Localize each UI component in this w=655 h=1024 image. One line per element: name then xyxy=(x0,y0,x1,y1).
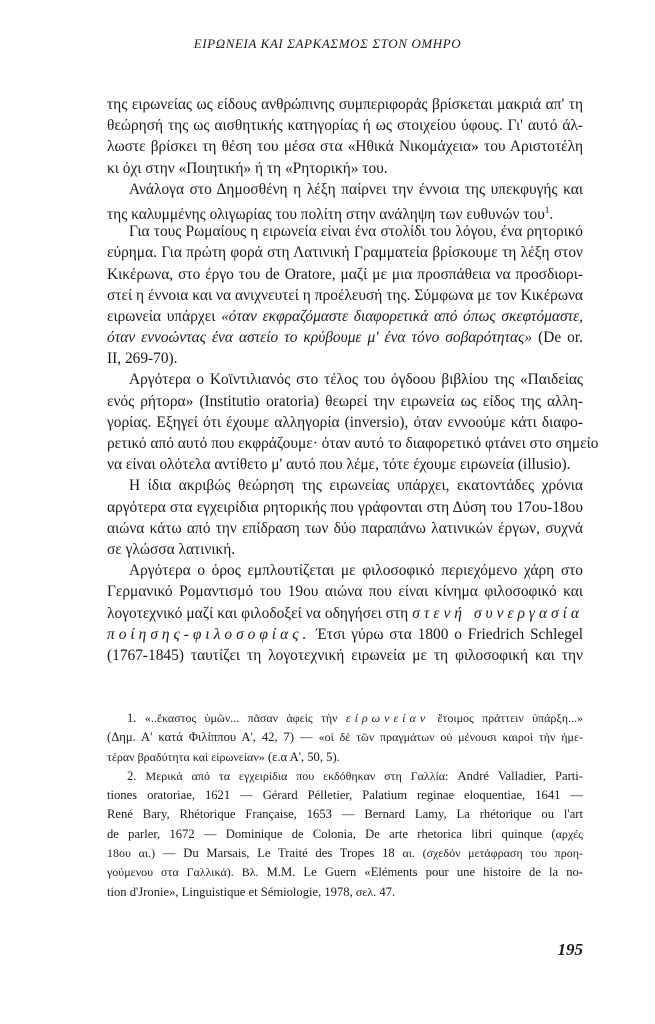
emphasis-run: ποίησης-φιλοσοφίας. xyxy=(107,625,311,643)
text-line xyxy=(107,348,583,369)
emphasis-run: αι. (σχεδόν μετάφραση του προη- xyxy=(402,846,584,861)
text-line xyxy=(107,369,583,390)
text-run: tiones oratoriae, 1621 — Gérard Pélletier, Palatium reginae eloquentiae, 1641 — xyxy=(107,788,583,803)
text-line xyxy=(107,433,599,454)
emphasis-run: «..ἕκαστος ὑμῶν... πᾶσαν ἀφεὶς τὴν xyxy=(144,711,346,725)
text-line xyxy=(107,624,583,645)
paragraph xyxy=(107,179,583,221)
text-run: αργότερα στα εγχειρίδια ρητορικής που γράφονται στη Δύση του 17ου-18ου xyxy=(107,498,583,516)
text-run: ρετικό από αυτό που εκφράζουμε· όταν αυτό το διαφορετικό φτάνει στο σημείο xyxy=(107,435,599,452)
text-run: André Valladier, Parti- xyxy=(448,768,583,783)
text-line xyxy=(107,645,583,666)
emphasis-run: στενή συνεργασία xyxy=(412,604,583,622)
text-run: Αργότερα ο όρος εμπλουτίζεται με φιλοσοφικό περιεχόμενο χάρη στο xyxy=(129,562,583,580)
text-line xyxy=(107,475,583,496)
main-text xyxy=(107,94,599,666)
text-run: γορίας. Εξηγεί ότι έχουμε αλληγορία (inversio), όταν εννοούμε κάτι διαφο- xyxy=(107,413,583,431)
text-line xyxy=(107,285,583,306)
text-run: λωστε βρίσκει τη θέση του μέσα στα «Ηθικά Νικομάχεια» του Αριστοτέλη xyxy=(107,138,583,156)
paragraph xyxy=(107,94,583,179)
text-run: (Δημ. Α' κατά Φιλίππου Α', 42, 7) — xyxy=(107,730,319,745)
text-line xyxy=(107,412,583,433)
footnote-reference: 1 xyxy=(544,204,550,215)
text-run: (De or. xyxy=(532,329,583,347)
running-header: ΕΙΡΩΝΕΙΑ ΚΑΙ ΣΑΡΚΑΣΜΟΣ ΣΤΟΝ ΟΜΗΡΟ xyxy=(193,36,462,51)
text-run: κι όχι στην «Ποιητική» ή τη «Ρητορική» του. xyxy=(107,159,388,177)
footnote-line xyxy=(107,709,583,728)
paragraph xyxy=(107,369,599,475)
text-run: Η ίδια ακριβώς θεώρηση της ειρωνείας υπάρχει, εκατοντάδες χρόνια xyxy=(129,477,583,495)
text-line xyxy=(107,264,583,285)
text-line xyxy=(107,200,583,221)
emphasis-run: «όταν εκφραζόμαστε διαφορετικά από όπως σκεφτόμαστε, xyxy=(221,307,583,325)
footnote-line xyxy=(107,805,583,824)
text-line xyxy=(107,581,583,602)
text-run: ενός ρήτορα» (Institutio oratoria) θεωρεί την ειρωνεία ως είδος της αλλη- xyxy=(107,392,583,410)
emphasis-run: γούμενου στα Γαλλικά). Βλ. xyxy=(107,865,259,880)
text-run: tion d'Jronie», Linguistique et Sémiologie, 1978, xyxy=(107,884,356,899)
text-run: de parler, 1672 — Dominique de Colonia, De arte rhetorica libri quinque ( xyxy=(107,826,556,841)
text-line xyxy=(107,603,583,624)
text-run: ειρωνεία υπάρχει xyxy=(107,307,222,325)
text-run: . xyxy=(549,205,554,223)
text-run: (1767-1845) ταυτίζει τη λογοτεχνική ειρωνεία με τη φιλοσοφική και την xyxy=(107,646,583,664)
paragraph xyxy=(107,221,583,369)
footnote-line xyxy=(107,863,583,882)
text-line xyxy=(107,115,583,136)
text-line xyxy=(107,158,583,179)
emphasis-run: σελ. xyxy=(355,884,377,899)
text-run: Κικέρωνα, στο έργο του de Oratore, μαζί με μια προσπάθεια να προσδιορι- xyxy=(107,265,583,283)
text-line xyxy=(107,454,583,475)
text-run: M.M. Le Guern «Eléments pour une histoire de la no- xyxy=(258,865,583,880)
text-run: λογοτεχνικό μαζί και φιλοδοξεί να οδηγήσει στη xyxy=(107,604,413,622)
text-run: Αργότερα ο Κοϊντιλιανός στο τέλος του όγδοου βιβλίου της «Παιδείας xyxy=(129,371,583,389)
text-run: Για τους Ρωμαίους η ειρωνεία είναι ένα στολίδι του λόγου, ένα ρητορικό xyxy=(129,223,583,241)
emphasis-run: τέραν βραδύτητα καὶ εἰρωνείαν» xyxy=(107,749,265,764)
footnotes xyxy=(107,709,583,902)
text-run: 47. xyxy=(376,884,396,899)
text-run: Ανάλογα στο Δημοσθένη η λέξη παίρνει την έννοια της υπεκφυγής και xyxy=(129,180,583,198)
emphasis-run: «οἱ δὲ τῶν πραγμάτων οὐ μένουσι καιροὶ τὴν ἡμε- xyxy=(318,730,583,745)
text-line xyxy=(107,242,583,263)
footnote xyxy=(107,767,583,902)
text-run: να είναι ολότελα αντίθετο μ' αυτό που λέμε, τότε έχουμε ειρωνεία (illusio). xyxy=(107,456,571,474)
paragraph xyxy=(107,560,583,666)
emphasis-run: όταν εννοώντας ένα αστείο το κρύβουμε μ' ένα τόνο σοβαρότητας» xyxy=(107,329,533,347)
text-run: 2. xyxy=(127,768,146,783)
text-run: θεώρησή της ως αισθητικής κατηγορίας ή ως στοιχείου ύφους. Γι' αυτό άλ- xyxy=(107,117,583,135)
text-run: αιώνα κάτω από την επίδραση των δύο παραπάνω λατινικών έργων, συχνά xyxy=(107,519,583,537)
text-run: Έτσι γύρω στα 1800 ο Friedrich Schlegel xyxy=(310,625,583,643)
text-line xyxy=(107,560,583,581)
emphasis-run: ἕτοιμος πράττειν ὑπάρξη...» xyxy=(429,711,583,725)
text-run: (ε.α Α', 50, 5). xyxy=(264,749,340,764)
page-number: 195 xyxy=(557,940,583,959)
text-line xyxy=(107,518,583,539)
text-line xyxy=(107,94,583,115)
text-line xyxy=(107,136,583,157)
text-run: της καλυμμένης ολιγωρίας του πολίτη στην ανάληψη των ευθυνών του xyxy=(107,205,545,223)
footnote xyxy=(107,709,583,767)
emphasis-run: αρχές xyxy=(555,826,583,841)
emphasis-run: εἰρωνείαν xyxy=(345,711,430,725)
text-run: — Du Marsais, Le Traité des Tropes 18 xyxy=(155,846,403,861)
text-line xyxy=(107,221,583,242)
footnote-line xyxy=(107,767,583,786)
text-line xyxy=(107,306,583,327)
text-run: της ειρωνείας ως είδους ανθρώπινης συμπεριφοράς βρίσκεται μακριά απ' τη xyxy=(107,96,583,113)
text-run: στεί η έννοια και να ανιχνευτεί η προέλευσή της. Σύμφωνα με τον Κικέρωνα xyxy=(107,286,583,304)
text-line xyxy=(107,497,583,518)
text-run: εύρημα. Για πρώτη φορά στη Λατινική Γραμματεία βρίσκουμε τη λέξη στον xyxy=(107,244,583,262)
text-run: Γερμανικό Ρομαντισμό του 19ου αιώνα που είναι κίνημα φιλοσοφικό και xyxy=(107,583,583,601)
text-run: 1. xyxy=(127,711,145,725)
text-run: II, 269-70). xyxy=(107,350,178,368)
footnote-line xyxy=(107,844,583,863)
footnote-line xyxy=(107,748,583,767)
text-run: René Bary, Rhétorique Française, 1653 — Bernard Lamy, La rhétorique ou l'art xyxy=(107,807,583,822)
text-line xyxy=(107,391,583,412)
text-line xyxy=(107,327,583,348)
footnote-line xyxy=(107,786,583,805)
footnote-line xyxy=(107,883,583,902)
footnote-line xyxy=(107,825,583,844)
emphasis-run: 18ου αι.) xyxy=(107,846,156,861)
emphasis-run: Μερικά από τα εγχειρίδια που εκδόθηκαν στη Γαλλία: xyxy=(145,768,449,783)
text-run: σε γλώσσα λατινική. xyxy=(107,540,236,558)
paragraph xyxy=(107,475,583,560)
footnote-line xyxy=(107,728,583,747)
text-line xyxy=(107,179,583,200)
text-line xyxy=(107,539,583,560)
